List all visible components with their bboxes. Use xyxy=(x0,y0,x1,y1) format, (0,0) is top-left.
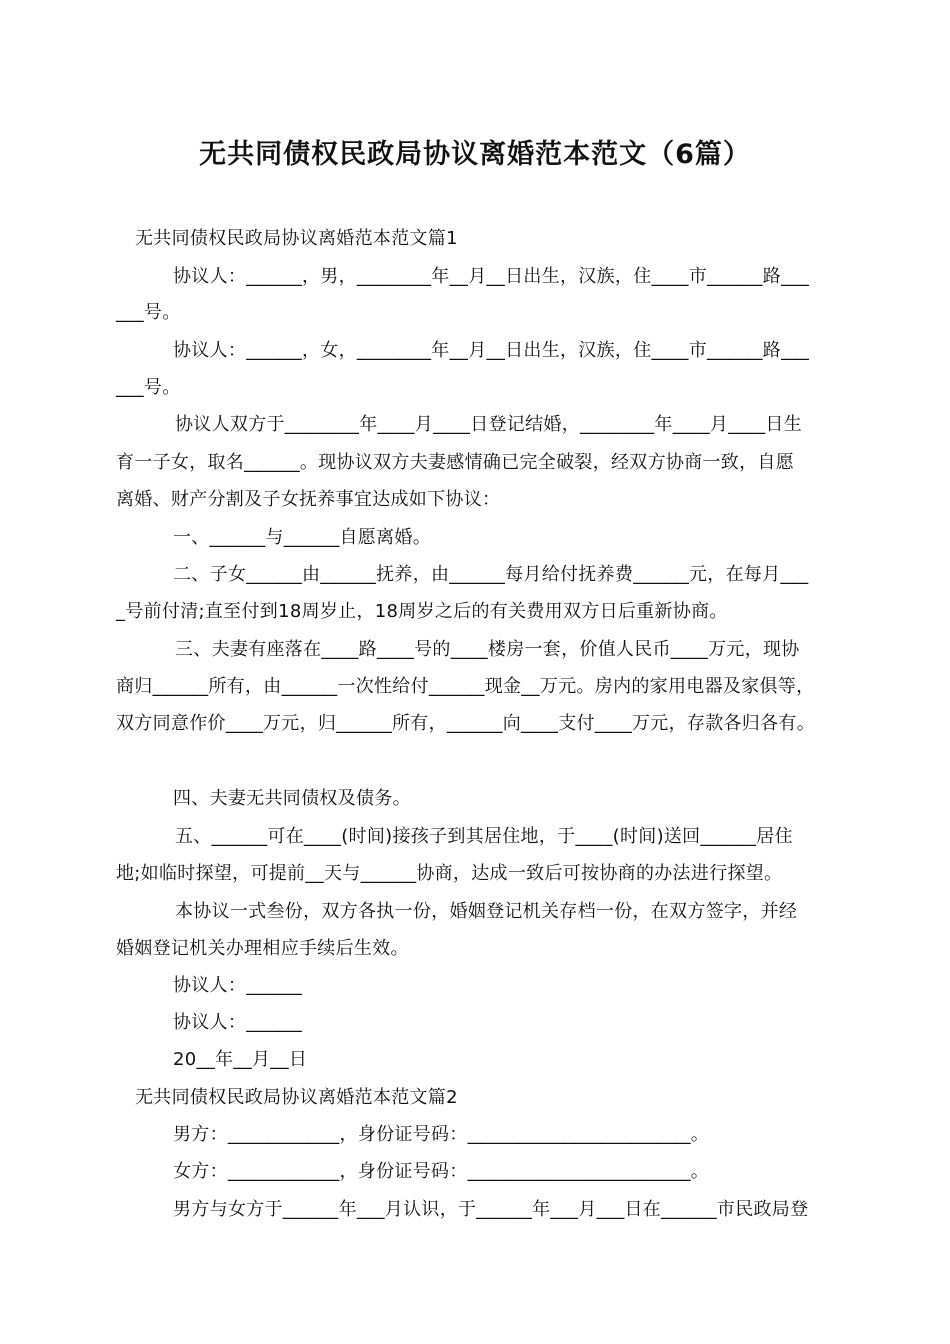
paragraph-line: 女方：____________，身份证号码：________________________。 xyxy=(173,1161,710,1182)
paragraph-line: 二、子女______由______抚养，由______每月给付抚养费______元，在每月___ xyxy=(173,564,809,585)
paragraph-line: ___号。 xyxy=(116,302,181,323)
paragraph-line: 离婚、财产分割及子女抚养事宜达成如下协议： xyxy=(116,489,501,510)
paragraph-line: 育一子女，取名______。现协议双方夫妻感情确已完全破裂，经双方协商一致，自愿 xyxy=(116,452,794,473)
paragraph-line: 男方与女方于______年___月认识，于______年___月___日在______市民政局登 xyxy=(173,1199,809,1220)
section-heading-1: 无共同债权民政局协议离婚范本范文篇1 xyxy=(135,228,458,249)
paragraph-line: 三、夫妻有座落在____路____号的____楼房一套，价值人民币____万元，现协 xyxy=(175,639,800,660)
paragraph-line: _号前付清;直至付到18周岁止，18周岁之后的有关费用双方日后重新协商。 xyxy=(116,601,728,622)
paragraph-line: 协议人双方于________年____月____日登记结婚，________年____月____日生 xyxy=(175,414,802,435)
paragraph-line: 协议人：______，女，________年__月__日出生，汉族，住____市______路___ xyxy=(173,340,809,361)
paragraph-line: 四、夫妻无共同债权及债务。 xyxy=(173,788,411,809)
signature-line: 协议人：______ xyxy=(173,1012,302,1033)
paragraph-line: 一、______与______自愿离婚。 xyxy=(173,527,431,548)
paragraph-line: ___号。 xyxy=(116,377,181,398)
paragraph-line: 商归______所有，由______一次性给付______现金__万元。房内的家用电器及家俱等， xyxy=(116,676,815,697)
signature-line: 协议人：______ xyxy=(173,975,302,996)
paragraph-line: 婚姻登记机关办理相应手续后生效。 xyxy=(116,938,409,959)
paragraph-line: 协议人：______，男，________年__月__日出生，汉族，住____市______路___ xyxy=(173,266,809,287)
date-line: 20__年__月__日 xyxy=(173,1049,308,1070)
page-title: 无共同债权民政局协议离婚范本范文（6篇） xyxy=(199,139,751,170)
paragraph-line: 地;如临时探望，可提前__天与______协商，达成一致后可按协商的办法进行探望。 xyxy=(116,863,783,884)
section-heading-2: 无共同债权民政局协议离婚范本范文篇2 xyxy=(135,1087,458,1108)
paragraph-line: 五、______可在____(时间)接孩子到其居住地，于____(时间)送回______居住 xyxy=(175,826,793,847)
paragraph-line: 双方同意作价____万元，归______所有，______向____支付____万元，存款各归各有。 xyxy=(116,713,815,734)
paragraph-line: 男方：____________，身份证号码：________________________。 xyxy=(173,1124,710,1145)
paragraph-line: 本协议一式叁份，双方各执一份，婚姻登记机关存档一份，在双方签字，并经 xyxy=(175,901,798,922)
